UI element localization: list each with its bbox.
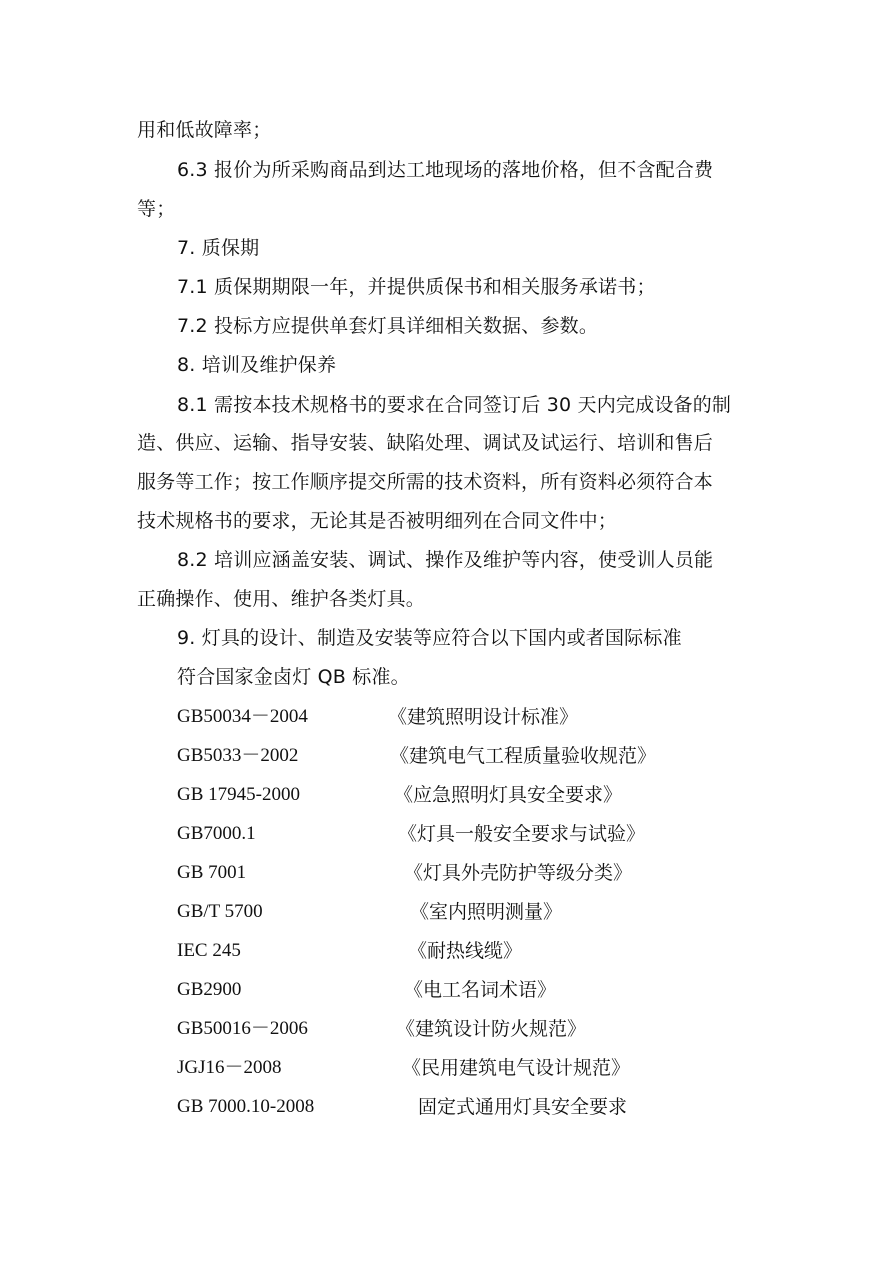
standard-name: 《室内照明测量》 bbox=[410, 901, 563, 923]
standard-name: 《建筑照明设计标准》 bbox=[388, 706, 579, 728]
paragraph-line: 8.2 培训应涵盖安装、调试、操作及维护等内容，使受训人员能 bbox=[177, 549, 714, 571]
standard-name: 《应急照明灯具安全要求》 bbox=[394, 784, 623, 806]
paragraph-line: 技术规格书的要求，无论其是否被明细列在合同文件中； bbox=[137, 510, 618, 532]
standard-name: 《民用建筑电气设计规范》 bbox=[402, 1057, 631, 1079]
paragraph-line: 符合国家金卤灯 QB 标准。 bbox=[177, 666, 410, 688]
paragraph-line: 7.2 投标方应提供单套灯具详细相关数据、参数。 bbox=[177, 315, 599, 337]
standard-name: 《灯具外壳防护等级分类》 bbox=[404, 862, 633, 884]
standard-code: GB/T 5700 bbox=[177, 901, 263, 922]
standard-code: IEC 245 bbox=[177, 940, 241, 961]
standard-name: 固定式通用灯具安全要求 bbox=[418, 1096, 628, 1118]
standard-code: GB 7001 bbox=[177, 862, 247, 883]
paragraph-line: 7.1 质保期期限一年，并提供质保书和相关服务承诺书； bbox=[177, 276, 656, 298]
standard-name: 《灯具一般安全要求与试验》 bbox=[398, 823, 646, 845]
paragraph-line: 服务等工作；按工作顺序提交所需的技术资料，所有资料必须符合本 bbox=[137, 471, 714, 493]
paragraph-line: 等； bbox=[137, 198, 176, 220]
standard-code: GB 17945-2000 bbox=[177, 784, 300, 805]
standard-code: GB 7000.10-2008 bbox=[177, 1096, 315, 1117]
section-heading: 8. 培训及维护保养 bbox=[177, 354, 337, 376]
standard-name: 《电工名词术语》 bbox=[404, 979, 557, 1001]
standard-code: GB7000.1 bbox=[177, 823, 256, 844]
standard-code: GB5033－2002 bbox=[177, 745, 299, 766]
section-heading: 7. 质保期 bbox=[177, 237, 260, 259]
standard-code: GB50034－2004 bbox=[177, 706, 308, 727]
standard-code: JGJ16－2008 bbox=[177, 1057, 282, 1078]
paragraph-line: 正确操作、使用、维护各类灯具。 bbox=[137, 588, 426, 610]
standard-name: 《建筑电气工程质量验收规范》 bbox=[390, 745, 657, 767]
standard-name: 《耐热线缆》 bbox=[408, 940, 523, 962]
standard-code: GB2900 bbox=[177, 979, 242, 1000]
section-heading: 9. 灯具的设计、制造及安装等应符合以下国内或者国际标准 bbox=[177, 627, 682, 649]
standard-name: 《建筑设计防火规范》 bbox=[396, 1018, 587, 1040]
paragraph-line: 8.1 需按本技术规格书的要求在合同签订后 30 天内完成设备的制 bbox=[177, 394, 732, 416]
paragraph-line: 6.3 报价为所采购商品到达工地现场的落地价格，但不含配合费 bbox=[177, 159, 714, 181]
paragraph-line: 造、供应、运输、指导安装、缺陷处理、调试及试运行、培训和售后 bbox=[137, 432, 714, 454]
standard-code: GB50016－2006 bbox=[177, 1018, 308, 1039]
paragraph-line: 用和低故障率； bbox=[137, 119, 272, 141]
